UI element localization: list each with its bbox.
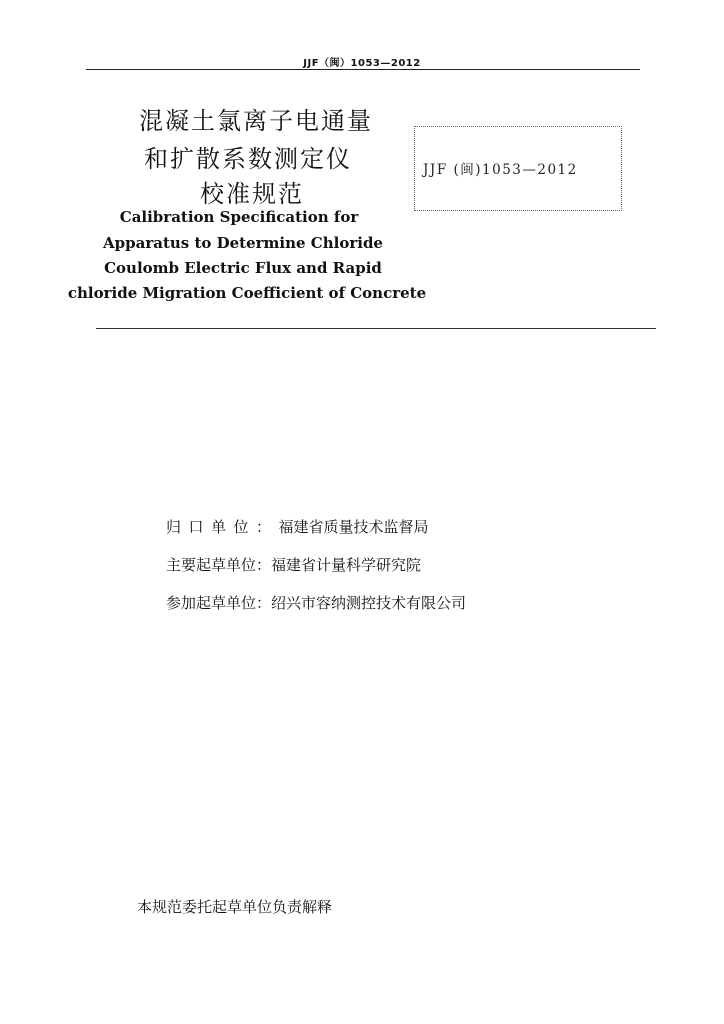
responsible-unit-row [166,516,429,537]
title-en-line-1: Calibration Specification for [119,208,359,226]
main-drafting-unit-label: 主要起草单位： [166,556,272,574]
participating-drafting-unit-row [166,592,466,613]
main-drafting-unit-row [166,554,421,575]
title-cn-line-2: 和扩散系数测定仪 [144,145,352,173]
participating-drafting-unit-label: 参加起草单位： [166,594,272,612]
title-cn-line-3: 校准规范 [200,180,304,208]
main-drafting-unit-value: 福建省计量科学研究院 [271,556,422,574]
responsible-unit-label: 归口单位： [166,518,279,536]
title-cn-line-1: 混凝土氯离子电通量 [139,107,373,135]
participating-drafting-unit-value: 绍兴市容纳测控技术有限公司 [271,594,467,612]
title-en-line-2: Apparatus to Determine Chloride [103,234,383,252]
interpretation-note: 本规范委托起草单位负责解释 [137,898,333,916]
header-rule [86,69,640,70]
title-en-line-3: Coulomb Electric Flux and Rapid [104,259,382,277]
running-header: JJF（闽）1053—2012 [303,58,421,69]
title-en-line-4: chloride Migration Coefficient of Concrete [67,284,427,302]
title-separator-rule [96,328,656,329]
responsible-unit-value: 福建省质量技术监督局 [278,518,429,536]
specification-code: JJF (闽)1053—2012 [423,162,578,178]
specification-code-box [414,126,622,211]
